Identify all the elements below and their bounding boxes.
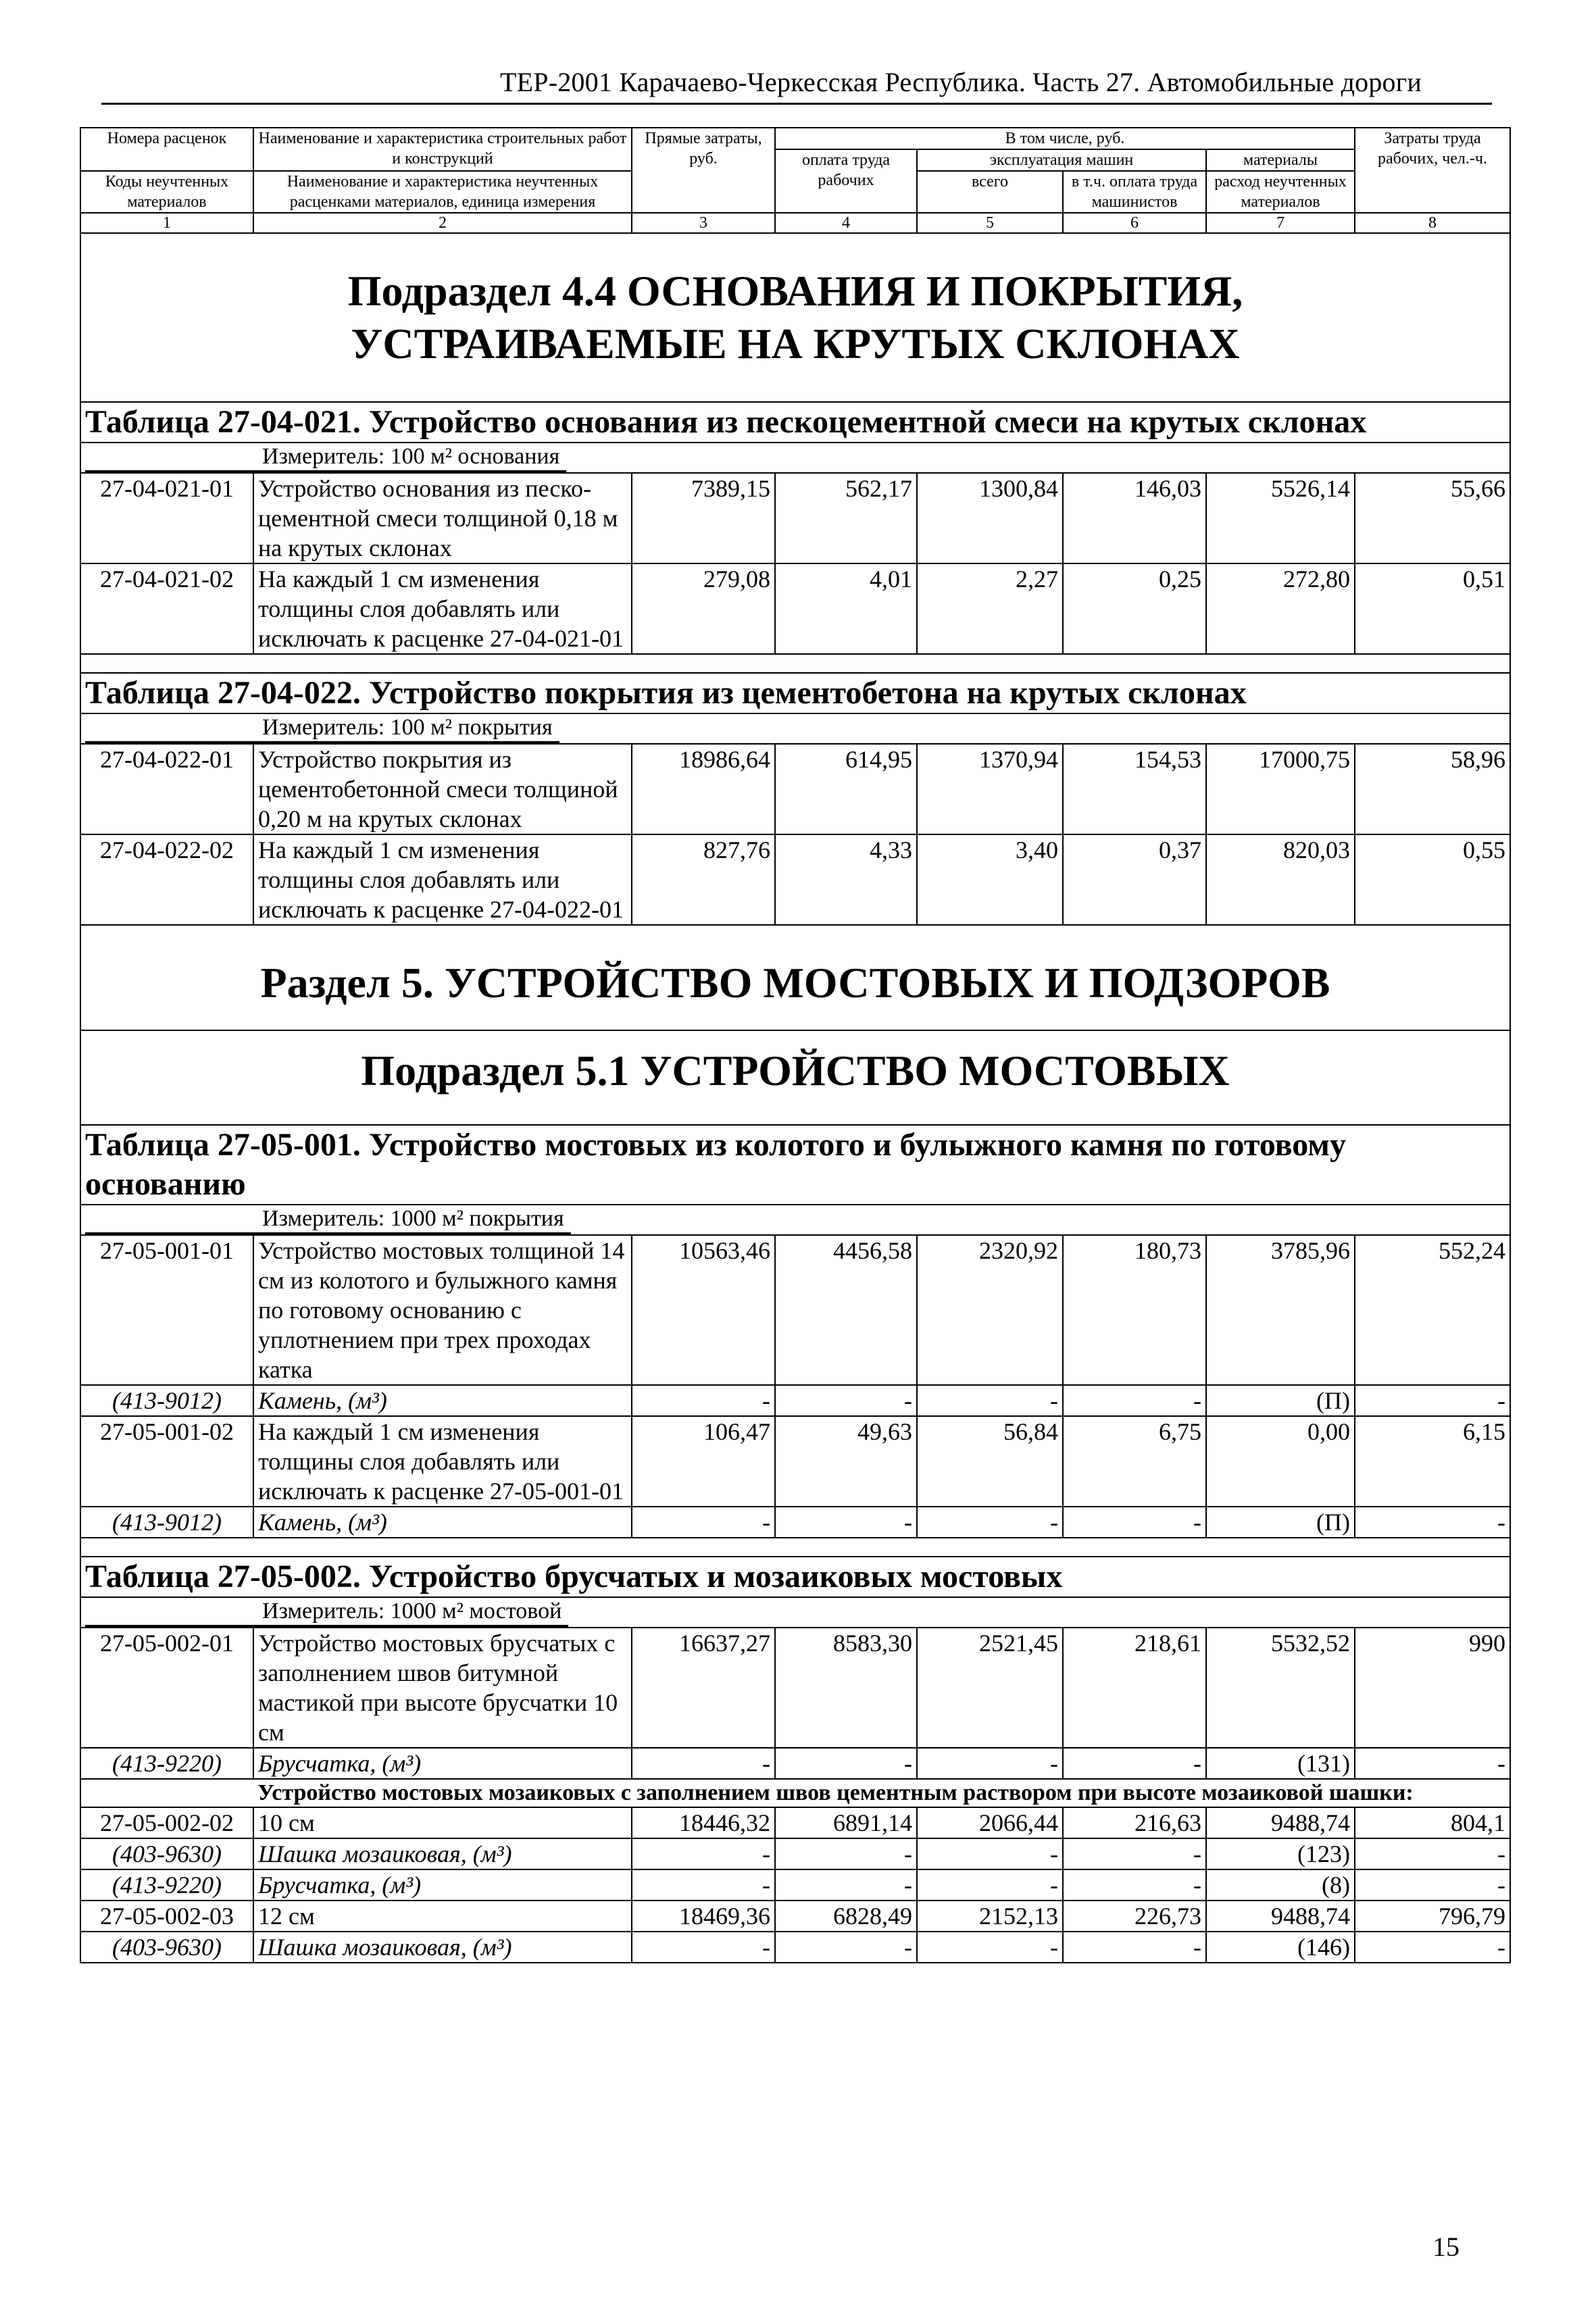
col3-header: Прямые затраты, руб.	[632, 128, 775, 213]
cell: 4,01	[775, 563, 917, 654]
spacer	[80, 1538, 1510, 1557]
cell: -	[775, 1748, 917, 1779]
cell: 2320,92	[917, 1235, 1063, 1385]
rate-description: Устройство покрытия из цементобетонной смеси толщиной 0,20 м на крутых склонах	[253, 744, 632, 834]
cell: -	[632, 1932, 775, 1963]
cell: 6891,14	[775, 1807, 917, 1838]
material-name: Брусчатка, (м³)	[253, 1748, 632, 1779]
machines-header: эксплуатация машин	[917, 149, 1206, 171]
rate-code: 27-05-002-03	[80, 1901, 253, 1932]
material-name: Камень, (м³)	[253, 1507, 632, 1538]
rate-code: 27-04-022-01	[80, 744, 253, 834]
cell: 10563,46	[632, 1235, 775, 1385]
cell: 272,80	[1206, 563, 1355, 654]
material-row	[80, 1385, 1510, 1416]
material-name: Камень, (м³)	[253, 1385, 632, 1416]
col1-top-label: Номера расценок	[107, 130, 227, 147]
cell: (123)	[1206, 1838, 1355, 1869]
cell: -	[1063, 1869, 1206, 1901]
rate-description: 12 см	[253, 1901, 632, 1932]
col8-header: Затраты труда рабочих, чел.-ч.	[1355, 128, 1510, 213]
material-code: (413-9220)	[80, 1748, 253, 1779]
cell: -	[1063, 1507, 1206, 1538]
cell: (8)	[1206, 1869, 1355, 1901]
cell: 562,17	[775, 473, 917, 563]
table-row	[80, 473, 1510, 563]
cell: 58,96	[1355, 744, 1510, 834]
cell: -	[632, 1748, 775, 1779]
cell: 6,15	[1355, 1416, 1510, 1507]
col6-header: в т.ч. оплата труда машинистов	[1063, 171, 1206, 213]
material-name: Шашка мозаиковая, (м³)	[253, 1838, 632, 1869]
price-table	[80, 127, 1511, 1963]
cell: -	[632, 1869, 775, 1901]
cell: 16637,27	[632, 1628, 775, 1748]
cell: 18986,64	[632, 744, 775, 834]
spacer	[80, 654, 1510, 673]
material-row	[80, 1507, 1510, 1538]
table-row	[80, 1807, 1510, 1838]
cell: -	[1355, 1838, 1510, 1869]
cell: -	[632, 1838, 775, 1869]
measure-line	[80, 1205, 1510, 1235]
subheading: Устройство мостовых мозаиковых с заполнением швов цементным раствором при высоте мозаиковой шашки:	[253, 1779, 1510, 1807]
table-title: Таблица 27-05-002. Устройство брусчатых и мозаиковых мостовых	[80, 1557, 1510, 1597]
cell: -	[917, 1838, 1063, 1869]
cell: 4456,58	[775, 1235, 917, 1385]
cell: -	[1355, 1932, 1510, 1963]
cell: 56,84	[917, 1416, 1063, 1507]
cell: 6828,49	[775, 1901, 917, 1932]
cell: 216,63	[1063, 1807, 1206, 1838]
col4-header: оплата труда рабочих	[775, 149, 917, 213]
rate-description: Устройство мостовых брусчатых с заполнением швов битумной мастикой при высоте брусчатки 10 см	[253, 1628, 632, 1748]
subsection-heading: Подраздел 4.4 ОСНОВАНИЯ И ПОКРЫТИЯ, УСТРАИВАЕМЫЕ НА КРУТЫХ СКЛОНАХ	[80, 233, 1510, 402]
table-row	[80, 1235, 1510, 1385]
table-row	[80, 563, 1510, 654]
cell: 990	[1355, 1628, 1510, 1748]
col2-top-label: Наименование и характеристика строительных работ и конструкций	[258, 130, 627, 168]
column-numbers	[80, 213, 1510, 233]
col7-header: расход неучтенных материалов	[1206, 171, 1355, 213]
cell: 796,79	[1355, 1901, 1510, 1932]
measure-text: Измеритель: 100 м² покрытия	[85, 714, 559, 743]
cell: -	[917, 1507, 1063, 1538]
col2-header	[253, 128, 632, 171]
material-code: (403-9630)	[80, 1838, 253, 1869]
col1-header	[80, 128, 253, 171]
colnum: 5	[917, 213, 1063, 233]
rate-description: На каждый 1 см изменения толщины слоя добавлять или исключать к расценке 27-05-001-01	[253, 1416, 632, 1507]
rate-code: 27-05-002-02	[80, 1807, 253, 1838]
cell: 614,95	[775, 744, 917, 834]
measure-line	[80, 1597, 1510, 1628]
table-title: Таблица 27-04-021. Устройство основания из пескоцементной смеси на крутых склонах	[80, 402, 1510, 443]
cell: (П)	[1206, 1507, 1355, 1538]
rate-code: 27-05-002-01	[80, 1628, 253, 1748]
cell: 3,40	[917, 834, 1063, 925]
cell: 8583,30	[775, 1628, 917, 1748]
cell: 2066,44	[917, 1807, 1063, 1838]
measure-text: Измеритель: 1000 м² мостовой	[85, 1598, 568, 1627]
measure-text: Измеритель: 1000 м² покрытия	[85, 1205, 571, 1234]
cell: 0,25	[1063, 563, 1206, 654]
cell: -	[1355, 1507, 1510, 1538]
cell: -	[775, 1838, 917, 1869]
cell: 0,51	[1355, 563, 1510, 654]
table-row	[80, 1628, 1510, 1748]
material-row	[80, 1932, 1510, 1963]
table-row	[80, 1416, 1510, 1507]
table-row	[80, 744, 1510, 834]
col1-bottom-label: Коды неучтенных материалов	[80, 171, 253, 213]
material-row	[80, 1838, 1510, 1869]
rate-description: 10 см	[253, 1807, 632, 1838]
cell: 0,55	[1355, 834, 1510, 925]
cell: 279,08	[632, 563, 775, 654]
colnum: 7	[1206, 213, 1355, 233]
cell: 226,73	[1063, 1901, 1206, 1932]
cell: -	[1063, 1932, 1206, 1963]
rate-description: На каждый 1 см изменения толщины слоя добавлять или исключать к расценке 27-04-022-01	[253, 834, 632, 925]
subheading-blank	[80, 1779, 253, 1807]
measure-line	[80, 443, 1510, 473]
cell: 18446,32	[632, 1807, 775, 1838]
table-row	[80, 1901, 1510, 1932]
rate-code: 27-04-021-02	[80, 563, 253, 654]
colnum: 1	[80, 213, 253, 233]
subsection-heading: Подраздел 5.1 УСТРОЙСТВО МОСТОВЫХ	[80, 1030, 1510, 1125]
cell: 146,03	[1063, 473, 1206, 563]
cell: 0,37	[1063, 834, 1206, 925]
rate-code: 27-04-021-01	[80, 473, 253, 563]
col5-header: всего	[917, 171, 1063, 213]
cell: 154,53	[1063, 744, 1206, 834]
cell: 552,24	[1355, 1235, 1510, 1385]
measure-line	[80, 713, 1510, 744]
material-row	[80, 1748, 1510, 1779]
material-code: (403-9630)	[80, 1932, 253, 1963]
material-code: (413-9012)	[80, 1385, 253, 1416]
material-name: Шашка мозаиковая, (м³)	[253, 1932, 632, 1963]
col2-bottom-label: Наименование и характеристика неучтенных расценками материалов, единица измерения	[253, 171, 632, 213]
rate-code: 27-04-022-02	[80, 834, 253, 925]
cell: -	[1063, 1748, 1206, 1779]
cell: 49,63	[775, 1416, 917, 1507]
colnum: 2	[253, 213, 632, 233]
cell: 827,76	[632, 834, 775, 925]
cell: 9488,74	[1206, 1901, 1355, 1932]
cell: -	[775, 1507, 917, 1538]
measure-text: Измеритель: 100 м² основания	[85, 443, 566, 472]
colnum: 4	[775, 213, 917, 233]
cell: -	[917, 1932, 1063, 1963]
cell: 17000,75	[1206, 744, 1355, 834]
cell: (131)	[1206, 1748, 1355, 1779]
cell: -	[632, 1385, 775, 1416]
cell: 2,27	[917, 563, 1063, 654]
cell: -	[1355, 1869, 1510, 1901]
cell: 1370,94	[917, 744, 1063, 834]
material-code: (413-9220)	[80, 1869, 253, 1901]
cell: 9488,74	[1206, 1807, 1355, 1838]
cell: 4,33	[775, 834, 917, 925]
cell: 218,61	[1063, 1628, 1206, 1748]
cell: 804,1	[1355, 1807, 1510, 1838]
cell: 6,75	[1063, 1416, 1206, 1507]
colnum: 8	[1355, 213, 1510, 233]
cell: 55,66	[1355, 473, 1510, 563]
rate-description: Устройство основания из песко-цементной смеси толщиной 0,18 м на крутых склонах	[253, 473, 632, 563]
materials-header: материалы	[1206, 149, 1355, 171]
table-row	[80, 834, 1510, 925]
cell: -	[917, 1869, 1063, 1901]
cell: -	[775, 1932, 917, 1963]
in-that-header: В том числе, руб.	[775, 128, 1355, 149]
cell: (146)	[1206, 1932, 1355, 1963]
header-rule	[101, 103, 1492, 105]
table-title: Таблица 27-05-001. Устройство мостовых из колотого и булыжного камня по готовому основанию	[80, 1125, 1510, 1205]
cell: 5526,14	[1206, 473, 1355, 563]
cell: 106,47	[632, 1416, 775, 1507]
cell: -	[917, 1385, 1063, 1416]
cell: -	[775, 1385, 917, 1416]
rate-code: 27-05-001-02	[80, 1416, 253, 1507]
cell: -	[1063, 1385, 1206, 1416]
cell: -	[1355, 1748, 1510, 1779]
cell: 180,73	[1063, 1235, 1206, 1385]
rate-description: Устройство мостовых толщиной 14 см из колотого и булыжного камня по готовому основанию с уплотнением при трех проходах катка	[253, 1235, 632, 1385]
cell: 820,03	[1206, 834, 1355, 925]
cell: 2152,13	[917, 1901, 1063, 1932]
cell: -	[775, 1869, 917, 1901]
cell: -	[632, 1507, 775, 1538]
cell: -	[917, 1748, 1063, 1779]
cell: 5532,52	[1206, 1628, 1355, 1748]
page-number: 15	[1432, 2232, 1460, 2262]
table-title: Таблица 27-04-022. Устройство покрытия из цементобетона на крутых склонах	[80, 673, 1510, 713]
cell: 1300,84	[917, 473, 1063, 563]
rate-description: На каждый 1 см изменения толщины слоя добавлять или исключать к расценке 27-04-021-01	[253, 563, 632, 654]
cell: 3785,96	[1206, 1235, 1355, 1385]
colnum: 6	[1063, 213, 1206, 233]
cell: -	[1063, 1838, 1206, 1869]
cell: 2521,45	[917, 1628, 1063, 1748]
colnum: 3	[632, 213, 775, 233]
material-code: (413-9012)	[80, 1507, 253, 1538]
cell: 7389,15	[632, 473, 775, 563]
cell: -	[1355, 1385, 1510, 1416]
material-name: Брусчатка, (м³)	[253, 1869, 632, 1901]
section-heading: Раздел 5. УСТРОЙСТВО МОСТОВЫХ И ПОДЗОРОВ	[80, 925, 1510, 1030]
cell: 0,00	[1206, 1416, 1355, 1507]
cell: 18469,36	[632, 1901, 775, 1932]
rate-code: 27-05-001-01	[80, 1235, 253, 1385]
running-header: ТЕР-2001 Карачаево-Черкесская Республика. Часть 27. Автомобильные дороги	[500, 67, 1422, 97]
material-row	[80, 1869, 1510, 1901]
cell: (П)	[1206, 1385, 1355, 1416]
